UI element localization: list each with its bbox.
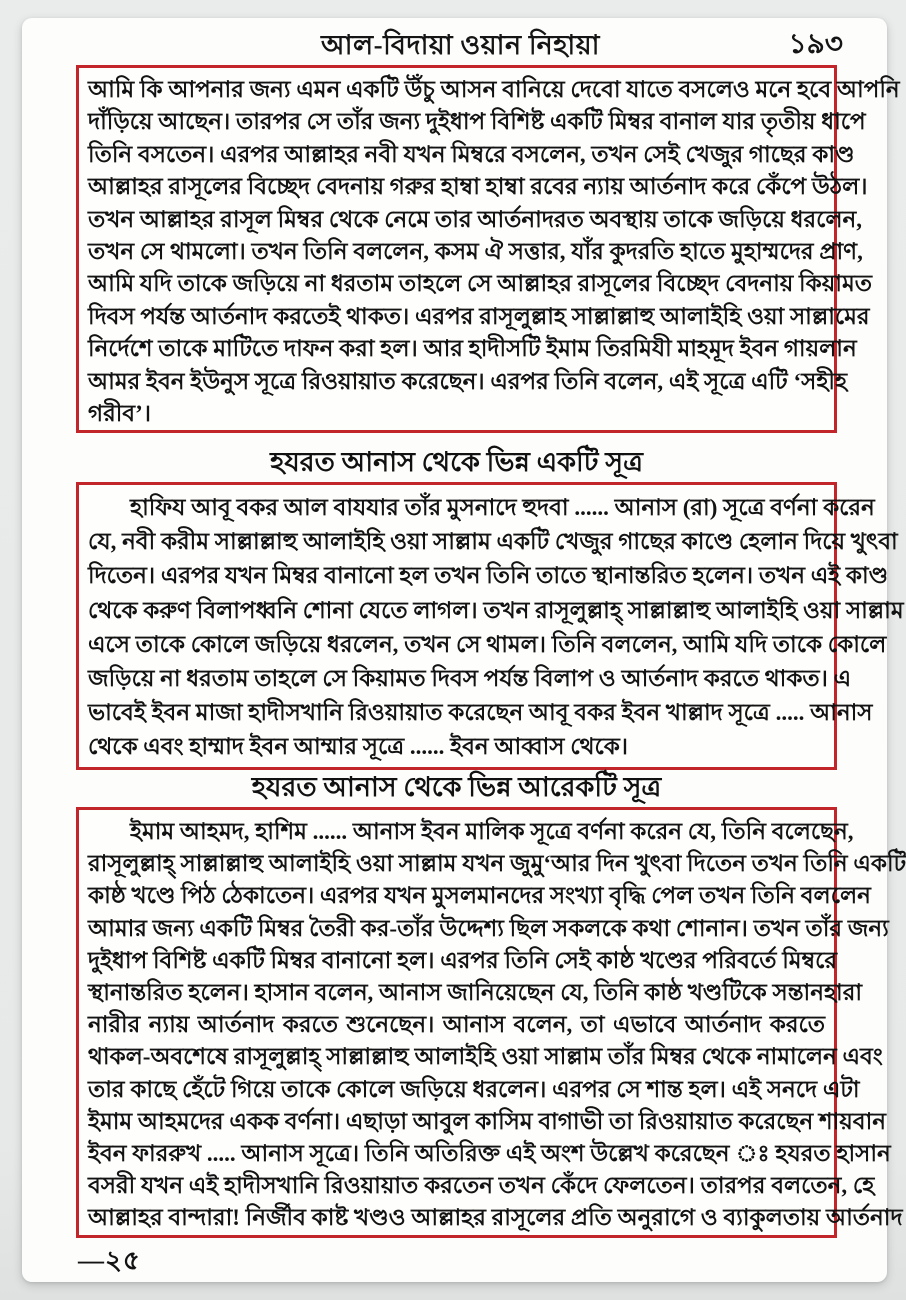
text-line: বসরী যখন এই হাদীসখানি রিওয়ায়াত করতেন তখন কেঁদে ফেলতেন। তারপর বলতেন, হে [88, 1173, 875, 1199]
text-line: আমি কি আপনার জন্য এমন একটি উঁচু আসন বানিয়ে দেবো যাতে বসলেও মনে হবে আপনি [88, 77, 900, 102]
text-line: ভাবেই ইবন মাজা হাদীসখানি রিওয়ায়াত করেছেন আবূ বকর ইবন খাল্লাদ সূত্রে ..... আনাস [88, 700, 873, 726]
text-line: যে, নবী করীম সাল্লাল্লাহু আলাইহি ওয়া সাল্লাম একটি খেজুর গাছের কাণ্ডে হেলান দিয়ে খুৎবা [88, 529, 898, 555]
highlighted-passage-3 [76, 807, 906, 1238]
text-line: থেকে করুণ বিলাপধ্বনি শোনা যেতে লাগল। তখন রাসূলুল্লাহ্ সাল্লাল্লাহু আলাইহি ওয়া সাল্লাম [88, 597, 904, 623]
text-line: এসে তাকে কোলে জড়িয়ে ধরলেন, তখন সে থামল। তিনি বললেন, আমি যদি তাকে কোলে [88, 631, 887, 657]
page-number: ১৯৩ [788, 29, 843, 60]
highlighted-passage-2 [76, 482, 904, 770]
text-line: নির্দেশে তাকে মাটিতে দাফন করা হল। আর হাদীসটি ইমাম তিরমিযী মাহমূদ ইবন গায়লান [88, 336, 857, 362]
text-line: জড়িয়ে না ধরতাম তাহলে সে কিয়ামত দিবস পর্যন্ত বিলাপ ও আর্তনাদ করতে থাকত। এ [88, 666, 852, 692]
text-line: রাসূলুল্লাহ্ সাল্লাল্লাহু আলাইহি ওয়া সাল্লাম যখন জুমু‘আর দিন খুৎবা দিতেন তখন তিনি একটি [88, 851, 906, 877]
text-line: তার কাছে হেঁটে গিয়ে তাকে কোলে জড়িয়ে ধরলেন। এরপর সে শান্ত হল। এই সনদে এটা [88, 1076, 860, 1102]
text-line: নারীর ন্যায় আর্তনাদ করতে শুনেছেন। আনাস বলেন, তা এভাবে আর্তনাদ করতে [88, 1012, 825, 1038]
text-line: স্থানান্তরিত হলেন। হাসান বলেন, আনাস জানিয়েছেন যে, তিনি কাষ্ঠ খণ্ডটিকে সন্তানহারা [88, 980, 863, 1006]
text-line: দাঁড়িয়ে আছেন। তারপর সে তাঁর জন্য দুইধাপ বিশিষ্ট একটি মিম্বর বানাল যার তৃতীয় ধাপে [88, 109, 866, 135]
section-heading-2: হযরত আনাস থেকে ভিন্ন আরেকটি সূত্র [251, 772, 662, 802]
book-title: আল-বিদায়া ওয়ান নিহায়া [321, 30, 600, 60]
text-line: দুইধাপ বিশিষ্ট একটি মিম্বর বানানো হল। এরপর তিনি সেই কাষ্ঠ খণ্ডের পরিবর্তে মিম্বরে [88, 947, 838, 973]
text-line: ইমাম আহমদ, হাশিম ...... আনাস ইবন মালিক সূত্রে বর্ণনা করেন যে, তিনি বলেছেন, [130, 819, 854, 844]
section-heading-1: হযরত আনাস থেকে ভিন্ন একটি সূত্র [270, 447, 643, 477]
text-line: থেকে এবং হাম্মাদ ইবন আম্মার সূত্রে ...... ইবন আব্বাস থেকে। [88, 734, 629, 760]
text-line: তিনি বসতেন। এরপর আল্লাহর নবী যখন মিম্বরে বসলেন, তখন সেই খেজুর গাছের কাণ্ড [88, 141, 855, 167]
text-line: আমার জন্য একটি মিম্বর তৈরী কর-তাঁর উদ্দেশ্য ছিল সকলকে কথা শোনান। তখন তাঁর জন্য [88, 915, 889, 941]
text-line: আমি যদি তাকে জড়িয়ে না ধরতাম তাহলে সে আল্লাহর রাসূলের বিচ্ছেদ বেদনায় কিয়ামত [88, 271, 872, 297]
book-page [22, 18, 906, 1282]
text-line: আল্লাহর রাসূলের বিচ্ছেদ বেদনায় গরুর হাম্বা হাম্বা রবের ন্যায় আর্তনাদ করে কেঁপে উঠল। [88, 174, 868, 200]
text-line: ইবন ফাররুখ ..... আনাস সূত্রে। তিনি অতিরিক্ত এই অংশ উল্লেখ করেছেন ঃ হযরত হাসান [88, 1141, 891, 1167]
text-line: আল্লাহর বান্দারা! নির্জীব কাষ্ট খণ্ডও আল্লাহর রাসূলের প্রতি অনুরাগে ও ব্যাকুলতায় আর্তনাদ [88, 1205, 903, 1231]
text-line: থাকল-অবশেষে রাসূলুল্লাহ্ সাল্লাল্লাহু আলাইহি ওয়া সাল্লাম তাঁর মিম্বর থেকে নামালেন এবং [88, 1044, 883, 1070]
text-line: দিবস পর্যন্ত আর্তনাদ করতেই থাকত। এরপর রাসূলুল্লাহ সাল্লাল্লাহু আলাইহি ওয়া সাল্লামের [88, 303, 870, 329]
footer-page-mark: —২৫ [78, 1246, 141, 1275]
highlighted-passage-1 [76, 65, 900, 433]
text-line: গরীব’। [88, 401, 151, 427]
text-line: হাফিয আবূ বকর আল বাযযার তাঁর মুসনাদে হুদবা ...... আনাস (রা) সূত্রে বর্ণনা করেন [130, 495, 875, 520]
text-line: কাষ্ঠ খণ্ডে পিঠ ঠেকাতেন। এরপর যখন মুসলমানদের সংখ্যা বৃদ্ধি পেল তখন তিনি বললেন [88, 883, 871, 909]
text-line: আমর ইবন ইউনুস সূত্রে রিওয়ায়াত করেছেন। এরপর তিনি বলেন, এই সূত্রে এটি ‘সহীহ [88, 368, 848, 394]
text-line: তখন আল্লাহর রাসূল মিম্বর থেকে নেমে তার আর্তনাদরত অবস্থায় তাকে জড়িয়ে ধরলেন, [88, 206, 863, 232]
text-line: দিতেন। এরপর যখন মিম্বর বানানো হল তখন তিনি তাতে স্থানান্তরিত হলেন। তখন এই কাণ্ড [88, 563, 889, 589]
text-line: তখন সে থামলো। তখন তিনি বললেন, কসম ঐ সত্তার, যাঁর কুদরতি হাতে মুহাম্মদের প্রাণ, [88, 239, 863, 265]
page-header [76, 26, 845, 64]
text-line: ইমাম আহমদের একক বর্ণনা। এছাড়া আবুল কাসিম বাগাভী তা রিওয়ায়াত করেছেন শায়বান [88, 1108, 886, 1134]
